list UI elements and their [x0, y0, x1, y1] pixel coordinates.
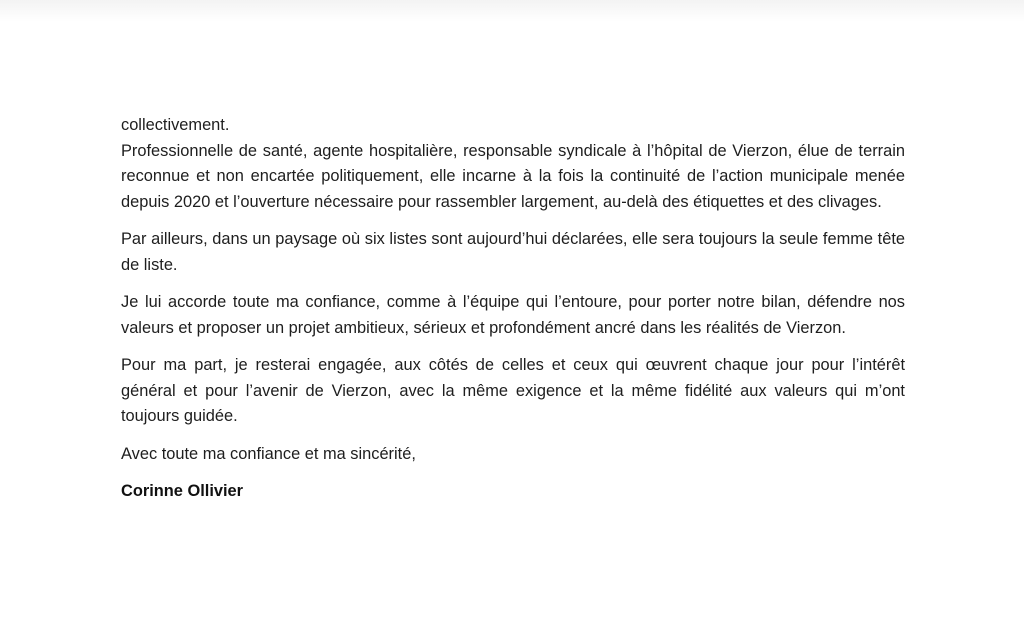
- paragraph-closing: Avec toute ma confiance et ma sincérité,: [121, 444, 416, 463]
- paragraph-commitment: Pour ma part, je resterai engagée, aux côtés de celles et ceux qui œuvrent chaque jour pour l’intérêt général et pour l’avenir de Vierzon, avec la même exigence et la même fidélité aux valeurs qui m’ont toujours guidée.: [121, 356, 905, 425]
- signature-name: Corinne Ollivier: [121, 482, 244, 500]
- paragraph-continuation: collectivement.: [121, 116, 230, 134]
- paragraph-confidence: Je lui accorde toute ma confiance, comme à l’équipe qui l’entoure, pour porter notre bilan, défendre nos valeurs et proposer un projet ambitieux, sérieux et profondément ancré dans les réalités de Vierzon.: [121, 293, 905, 337]
- paragraph-candidate-profile: Professionnelle de santé, agente hospitalière, responsable syndicale à l’hôpital de Vierzon, élue de terrain reconnue et non encartée politiquement, elle incarne à la fois la continuité de l’action municipale menée depuis 2020 et l’ouverture nécessaire pour rassembler largement, au-delà des étiquettes et des clivages.: [121, 141, 905, 211]
- paragraph-only-woman-candidate: Par ailleurs, dans un paysage où six listes sont aujourd’hui déclarées, elle sera toujours la seule femme tête de liste.: [121, 230, 905, 274]
- page-top-edge: [0, 0, 1024, 22]
- letter-body: [121, 113, 905, 505]
